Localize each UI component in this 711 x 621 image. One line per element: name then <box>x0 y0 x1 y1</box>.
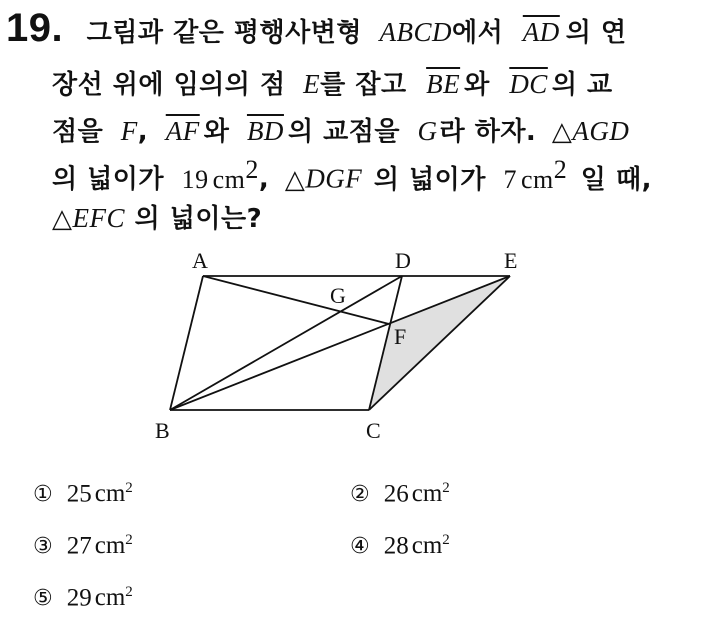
segment-bd <box>170 276 402 410</box>
segment-ab <box>170 276 203 410</box>
question-line-2: 장선 위에 임의의 점 E를 잡고 $\overline{BE}$ 와 $\overline{DC}$ 의 교 <box>52 69 613 100</box>
label-a: A <box>192 248 208 273</box>
label-f: F <box>394 324 407 349</box>
label-d: D <box>395 248 411 273</box>
label-e: E <box>504 248 518 273</box>
question-line-3: 점을 F, $\overline{AF}$ 와 $\overline{BD}$ 의 교점을 G라 하자. △AGD <box>52 116 630 147</box>
question-number: 19. <box>6 6 64 50</box>
choice-4[interactable]: ④ 28 $cm^2$ <box>350 532 450 560</box>
question-line-5: △EFC 의 넓이는? <box>52 203 263 234</box>
choice-2[interactable]: ② 26 $cm^2$ <box>350 480 450 508</box>
label-b: B <box>155 418 170 443</box>
label-g: G <box>330 283 346 308</box>
choice-5[interactable]: ⑤ 29 $cm^2$ <box>33 584 133 612</box>
label-c: C <box>366 418 381 443</box>
choice-1[interactable]: ① 25 $cm^2$ <box>33 480 133 508</box>
question-line-4: 의 넓이가 19 $cm^2$, △DGF 의 넓이가 7 $cm^2$ 일 때, <box>52 155 652 195</box>
question-line-1: 19. 그림과 같은 평행사변형 ABCD에서 $\overline{AD}$ 의 연 <box>6 6 627 50</box>
parallelogram-figure <box>150 244 550 450</box>
choice-3[interactable]: ③ 27 $cm^2$ <box>33 532 133 560</box>
